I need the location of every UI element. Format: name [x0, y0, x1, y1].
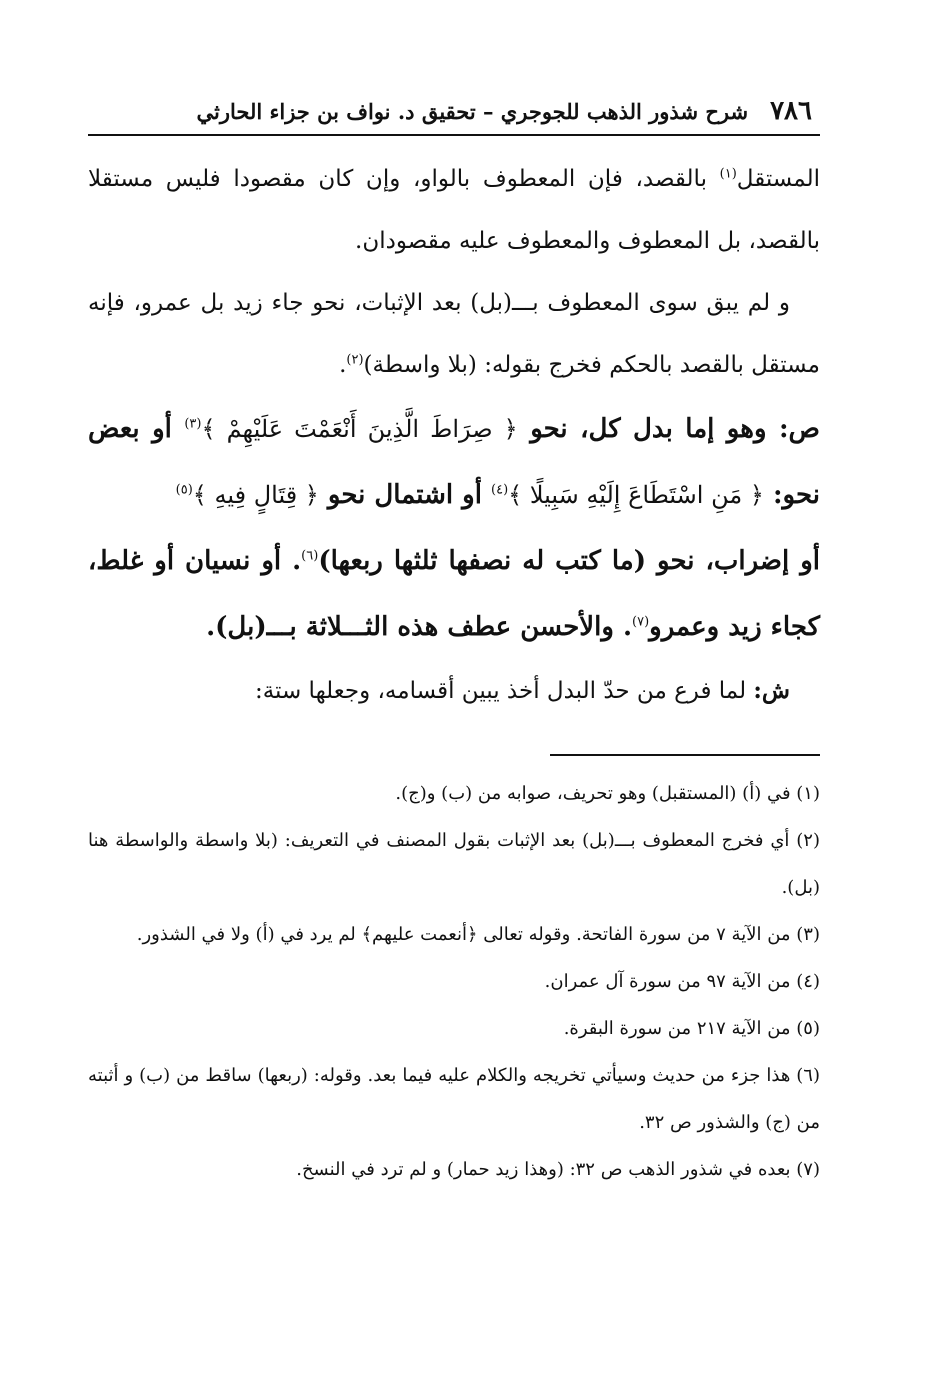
footnote-separator — [550, 754, 820, 756]
quran-quote-1: ﴿ صِرَاطَ الَّذِينَ أَنْعَمْتَ عَلَيْهِمْ ﴾ — [201, 415, 518, 443]
page-number: ٧٨٦ — [770, 96, 812, 126]
paragraph-1 — [88, 148, 820, 272]
document-page — [88, 96, 820, 1193]
quran-quote-2: ﴿ مَنِ اسْتَطَاعَ إِلَيْهِ سَبِيلًا ﴾ — [508, 481, 764, 509]
footnote-marker-2: (٢) — [346, 352, 364, 368]
text-run: . أو نسيان أو غلط، كجاء زيد وعمرو — [88, 546, 820, 642]
sharh-label: ش: — [753, 677, 790, 704]
paragraph-2 — [88, 272, 820, 396]
matn-paragraph-2 — [88, 528, 820, 660]
footnote-marker-1: (١) — [719, 166, 737, 182]
footnote-2: (٢) أي فخرج المعطوف بـــ(بل) بعد الإثبات بقول المصنف في التعريف: (بلا واسطة والواسطة هنا (بل). — [88, 830, 820, 898]
text-run: أو اشتمال نحو — [318, 480, 491, 510]
text-run: لما فرع من حدّ البدل أخذ يبين أقسامه، وجعلها ستة: — [254, 678, 754, 704]
text-run: . — [339, 352, 347, 378]
footnote-marker-7: (٧) — [632, 614, 650, 630]
footnote-5: (٥) من الآية ٢١٧ من سورة البقرة. — [563, 1018, 820, 1039]
footnote-marker-6: (٦) — [301, 548, 319, 564]
main-text — [88, 148, 820, 722]
text-run: أو إضراب، نحو (ما كتب له نصفها ثلثها ربعها) — [318, 546, 820, 576]
text-run: . والأحسن عطف هذه الثـــلاثة بـــ(بل). — [206, 612, 632, 642]
text-run: أو بعض نحو: — [88, 414, 820, 510]
footnote-4: (٤) من الآية ٩٧ من سورة آل عمران. — [544, 971, 820, 992]
sharh-paragraph — [88, 660, 820, 722]
footnote-3: (٣) من الآية ٧ من سورة الفاتحة. وقوله تعالى ﴿أنعمت عليهم﴾ لم يرد في (أ) ولا في الشذور. — [136, 924, 820, 945]
footnote-marker-4: (٤) — [491, 482, 509, 498]
footnote-1: (١) في (أ) (المستقبل) وهو تحريف، صوابه من (ب) و(ج). — [395, 783, 820, 804]
text-run: و لم يبق سوى المعطوف بـــ(بل) بعد الإثبات، نحو جاء زيد بل عمرو، فإنه مستقل بالقصد بالحكم فخرج بقوله: (بلا واسطة) — [88, 290, 820, 378]
text-run: ص: وهو إما بدل كل، نحو — [517, 414, 820, 444]
text-run: المستقل — [736, 166, 820, 192]
footnote-6: (٦) هذا جزء من حديث وسيأتي تخريجه والكلام عليه فيما بعد. وقوله: (ربعها) ساقط من (ب) و أثبته من (ج) والشذور ص ٣٢. — [88, 1065, 820, 1133]
footnote-marker-3: (٣) — [184, 416, 202, 432]
footnote-7: (٧) بعده في شذور الذهب ص ٣٢: (وهذا زيد حمار) و لم ترد في النسخ. — [296, 1159, 820, 1180]
footnote-marker-5: (٥) — [175, 482, 193, 498]
text-run: بالقصد، فإن المعطوف بالواو، وإن كان مقصودا فليس مستقلا بالقصد، بل المعطوف والمعطوف عليه مقصودان. — [88, 166, 820, 254]
footnotes — [88, 770, 820, 1193]
running-header — [88, 96, 820, 136]
quran-quote-3: ﴿ قِتَالٍ فِيهِ ﴾ — [192, 481, 319, 509]
running-title: شرح شذور الذهب للجوجري – تحقيق د. نواف بن جزاء الحارثي — [196, 99, 749, 124]
matn-paragraph-1 — [88, 396, 820, 528]
